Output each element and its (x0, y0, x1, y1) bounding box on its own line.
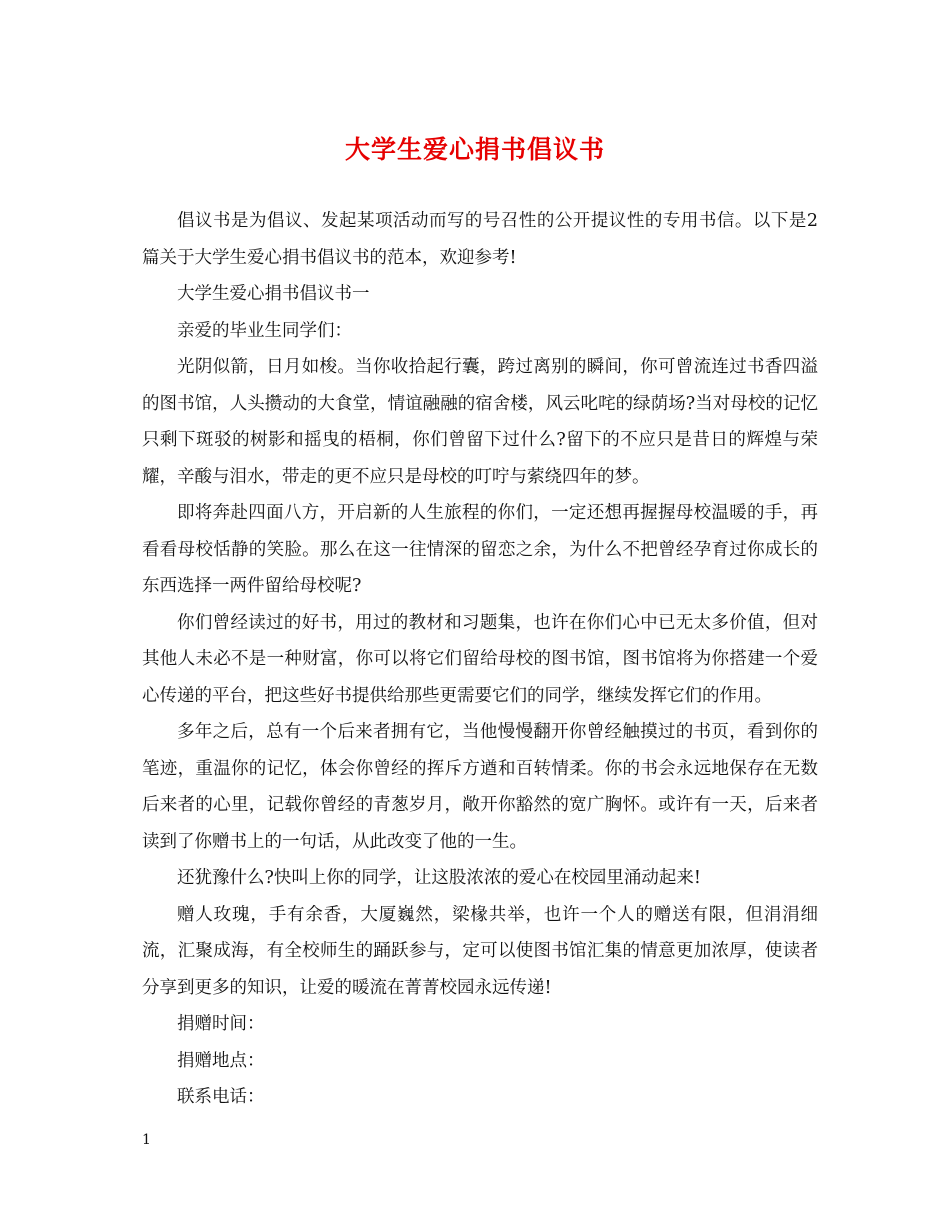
contact-phone-label: 联系电话： (177, 1087, 265, 1107)
paragraph-body-4: 多年之后，总有一个后来者拥有它，当他慢慢翻开你曾经触摸过的书页，看到你的笔迹，重温你的记忆，体会你曾经的挥斥方遒和百转情柔。你的书会永远地保存在无数后来者的心里，记载你曾经的青葱岁月，敞开你豁然的宽广胸怀。或许有一天，后来者读到了你赠书上的一句话，从此改变了他的一生。 (142, 722, 818, 852)
paragraph-body-3: 你们曾经读过的好书，用过的教材和习题集，也许在你们心中已无太多价值，但对其他人未必不是一种财富，你可以将它们留给母校的图书馆，图书馆将为你搭建一个爱心传递的平台，把这些好书提供给那些更需要它们的同学，继续发挥它们的作用。 (142, 612, 818, 706)
paragraph-salutation: 亲爱的毕业生同学们： (177, 320, 352, 341)
document-body (142, 203, 818, 1116)
donation-location-label: 捐赠地点： (177, 1050, 265, 1071)
document-title: 大学生爱心捐书倡议书 (344, 135, 605, 164)
paragraph-body-5: 还犹豫什么?快叫上你的同学，让这股浓浓的爱心在校园里涌动起来! (177, 868, 701, 888)
page-number: 1 (142, 1132, 151, 1148)
paragraph-body-6: 赠人玫瑰，手有余香，大厦巍然，梁椽共举，也许一个人的赠送有限，但涓涓细流，汇聚成海，有全校师生的踊跃参与，定可以使图书馆汇集的情意更加浓厚，使读者分享到更多的知识，让爱的暖流在菁菁校园永远传递! (142, 904, 818, 998)
paragraph-body-1: 光阴似箭，日月如梭。当你收拾起行囊，跨过离别的瞬间，你可曾流连过书香四溢的图书馆，人头攒动的大食堂，情谊融融的宿舍楼，风云叱咤的绿荫场?当对母校的记忆只剩下斑驳的树影和摇曳的梧桐，你们曾留下过什么?留下的不应只是昔日的辉煌与荣耀，辛酸与泪水，带走的更不应只是母校的叮咛与萦绕四年的梦。 (142, 357, 818, 487)
paragraph-subtitle: 大学生爱心捐书倡议书一 (177, 284, 370, 304)
paragraph-intro: 倡议书是为倡议、发起某项活动而写的号召性的公开提议性的专用书信。以下是2篇关于大学生爱心捐书倡议书的范本，欢迎参考! (142, 211, 818, 268)
paragraph-body-2: 即将奔赴四面八方，开启新的人生旅程的你们，一定还想再握握母校温暖的手，再看看母校恬静的笑脸。那么在这一往情深的留恋之余，为什么不把曾经孕育过你成长的东西选择一两件留给母校呢? (142, 503, 818, 596)
donation-time-label: 捐赠时间： (177, 1014, 265, 1034)
